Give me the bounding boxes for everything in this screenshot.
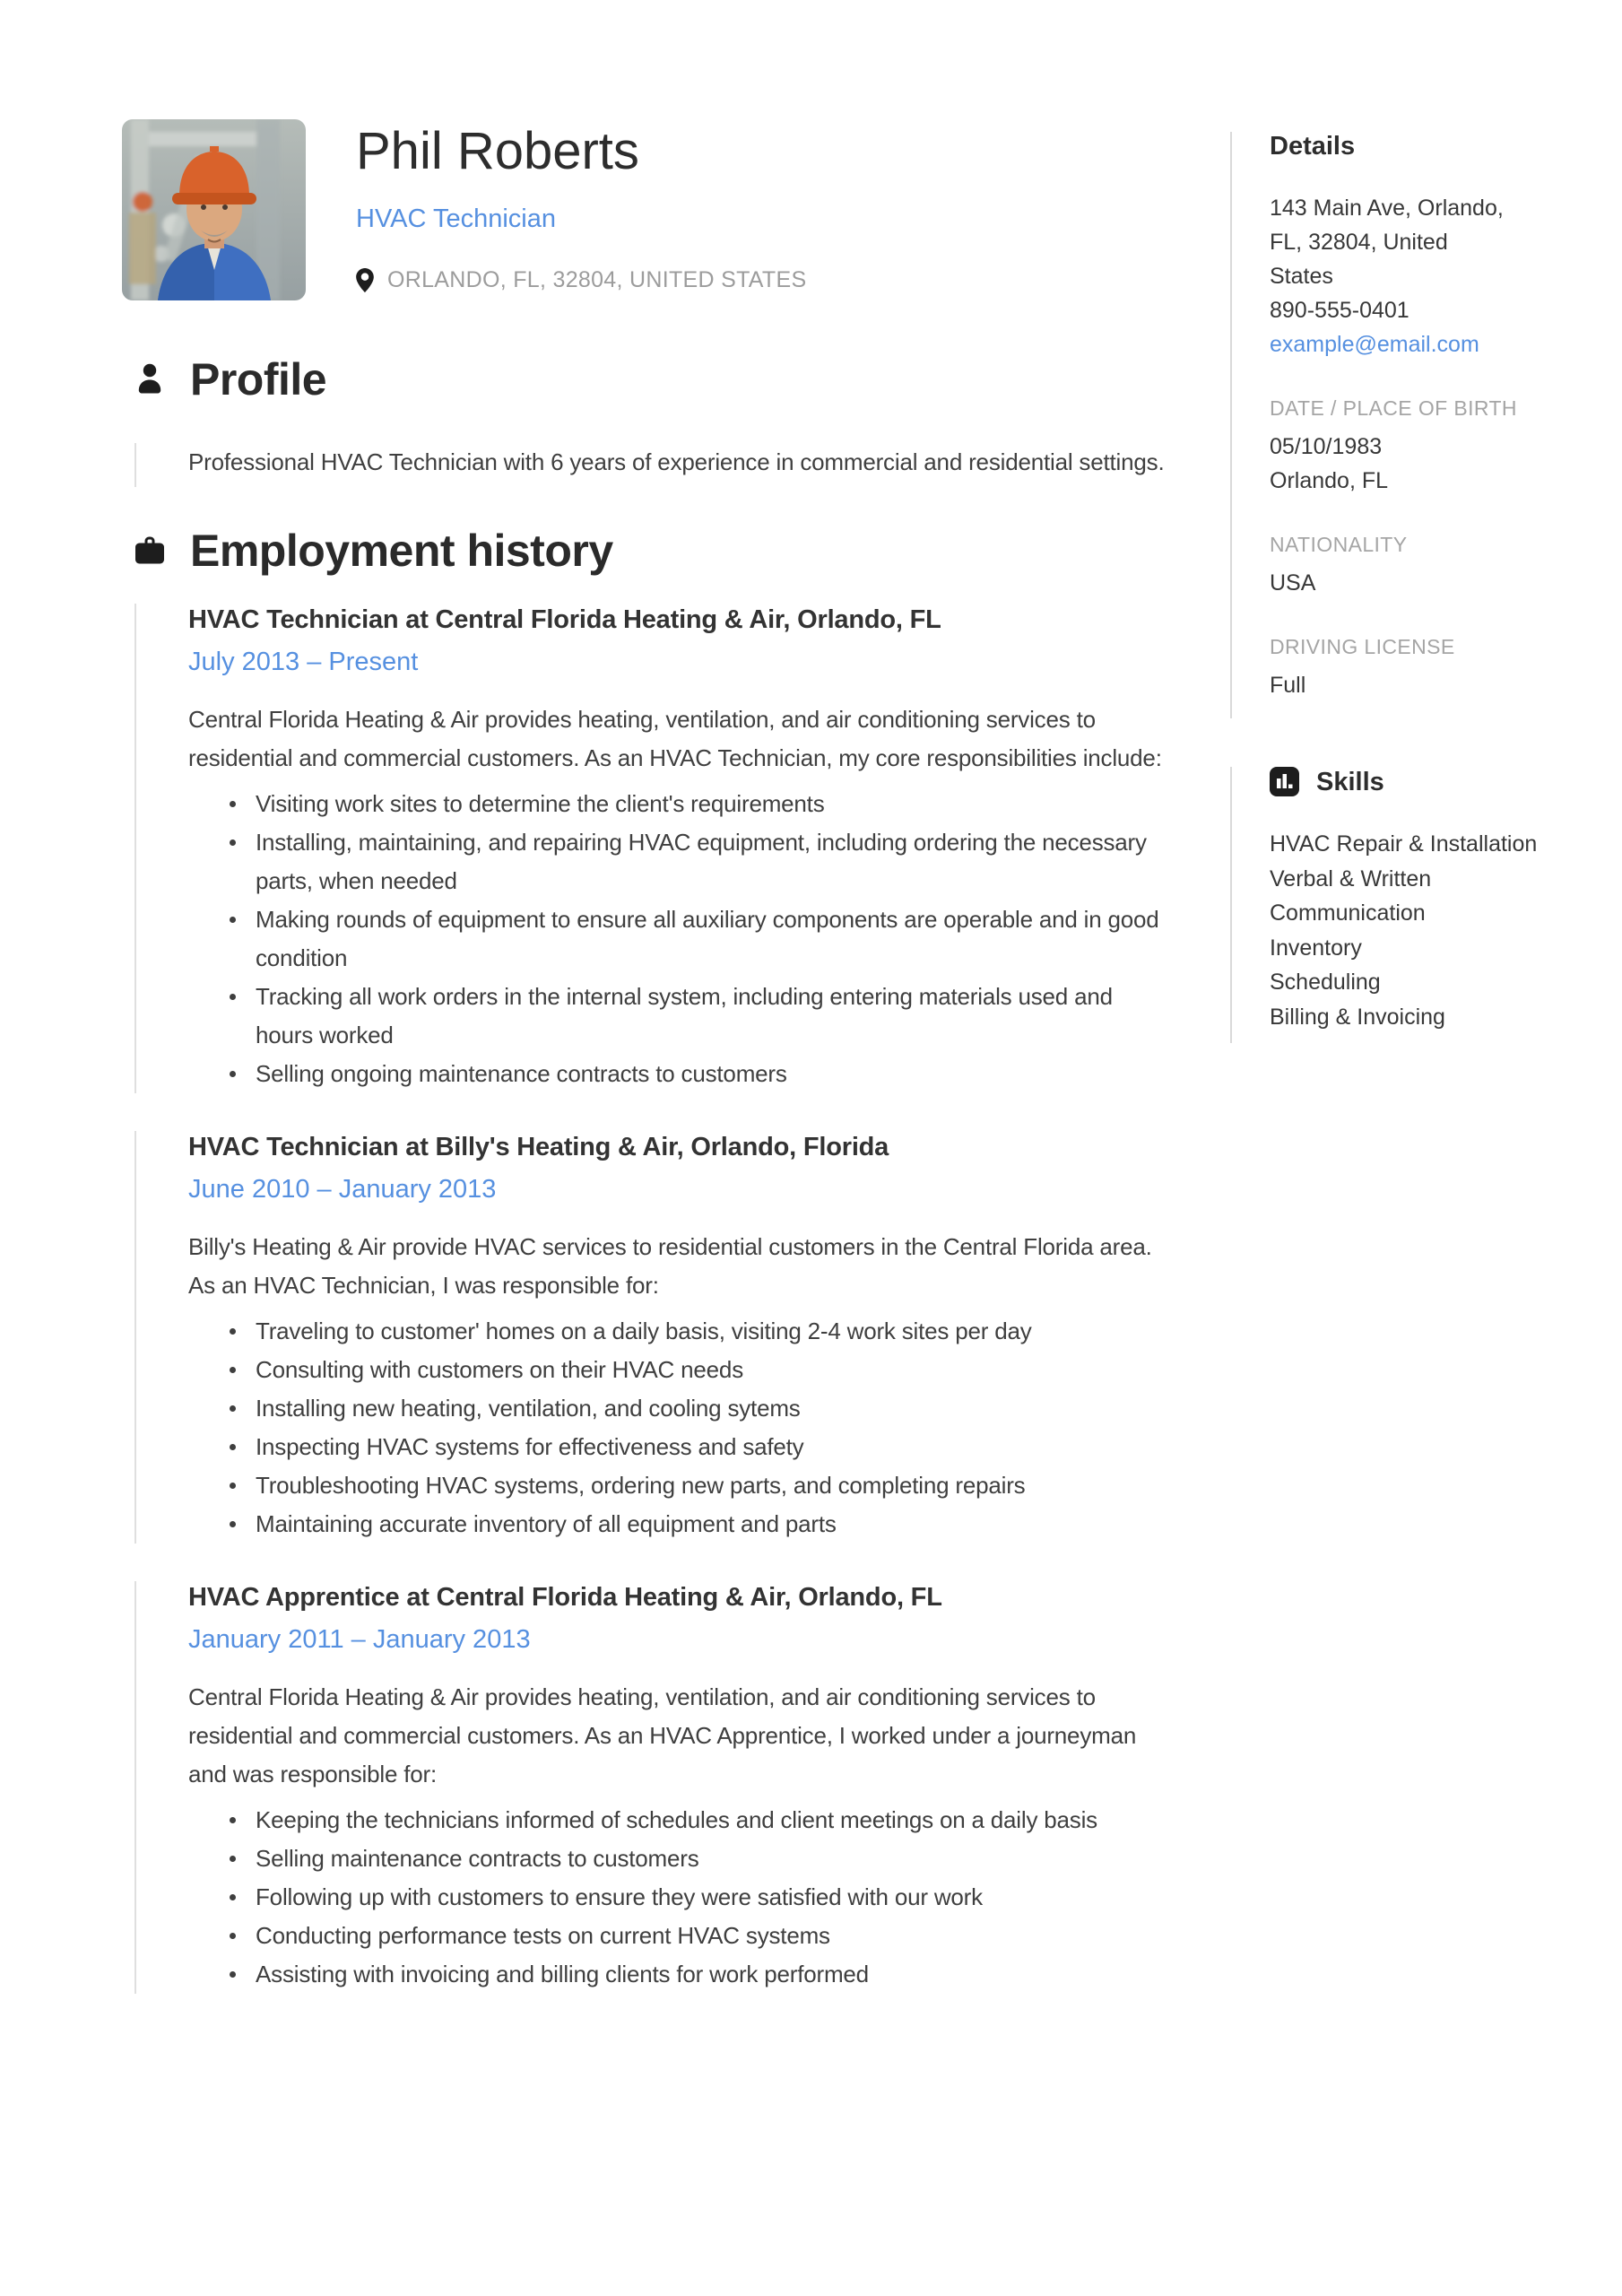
location-row <box>356 267 806 293</box>
field-value <box>1270 430 1571 498</box>
job-summary: Billy's Heating & Air provide HVAC services to residential customers in the Central Florida area. As an HVAC Technician, I was responsible for: <box>188 1233 1152 1299</box>
employment-section-head <box>134 526 1175 575</box>
field-label: DATE / PLACE OF BIRTH <box>1270 396 1517 420</box>
job-dates: June 2010 – January 2013 <box>188 1175 497 1204</box>
job-summary: Central Florida Heating & Air provides heating, ventilation, and air conditioning services to residential and commercial customers. As an HVAC Technician, my core responsibilities include: <box>188 706 1162 771</box>
bullet-item: Maintaining accurate inventory of all equipment and parts <box>230 1505 1170 1544</box>
bullet-item: Traveling to customer' homes on a daily basis, visiting 2-4 work sites per day <box>230 1312 1170 1351</box>
field-label: NATIONALITY <box>1270 533 1408 556</box>
skill-item: Scheduling <box>1270 970 1381 995</box>
job-title: HVAC Apprentice at Central Florida Heating & Air, Orlando, FL <box>188 1583 942 1612</box>
job-dates: July 2013 – Present <box>188 648 419 676</box>
job-title: HVAC Technician at Billy's Heating & Air, Orlando, Florida <box>188 1133 889 1161</box>
skills-list <box>1270 827 1571 1034</box>
profile-text: Professional HVAC Technician with 6 years of experience in commercial and residential settings. <box>188 448 1165 475</box>
job-summary: Central Florida Heating & Air provides heating, ventilation, and air conditioning services to residential and commercial customers. As an HVAC Apprentice, I worked under a journeyman and was responsible for: <box>188 1683 1137 1787</box>
bullet-item: Inspecting HVAC systems for effectiveness and safety <box>230 1428 1170 1466</box>
bullet-item: Conducting performance tests on current HVAC systems <box>230 1917 1170 1955</box>
field-label: DRIVING LICENSE <box>1270 635 1455 658</box>
candidate-name: Phil Roberts <box>356 122 639 180</box>
bullet-item: Assisting with invoicing and billing clients for work performed <box>230 1955 1170 1994</box>
jobs-list <box>134 604 1175 1994</box>
skills-section-head <box>1270 767 1571 796</box>
bullet-item: Making rounds of equipment to ensure all auxiliary components are operable and in good condition <box>230 900 1170 978</box>
header <box>356 124 806 293</box>
job-dates: January 2011 – January 2013 <box>188 1625 531 1654</box>
employment-heading: Employment history <box>190 526 613 576</box>
person-icon <box>134 363 165 396</box>
field-value: Full <box>1270 673 1306 698</box>
birth-date: 05/10/1983 <box>1270 434 1383 459</box>
skills-section <box>1230 767 1571 1043</box>
bullet-item: Keeping the technicians informed of schedules and client meetings on a daily basis <box>230 1801 1170 1839</box>
profile-body <box>134 443 1175 487</box>
skill-item: Billing & Invoicing <box>1270 1004 1445 1030</box>
job-entry <box>134 1131 1175 1544</box>
skills-heading: Skills <box>1316 767 1384 796</box>
job-bullet-list <box>230 1312 1175 1544</box>
location-pin-icon <box>356 268 374 292</box>
job-entry <box>134 1581 1175 1994</box>
main-column <box>134 355 1175 1994</box>
job-bullet-list <box>230 785 1175 1093</box>
details-heading: Details <box>1270 132 1356 161</box>
address-line: FL, 32804, United <box>1270 230 1448 255</box>
bar-chart-icon <box>1270 767 1299 796</box>
address-line: 143 Main Ave, Orlando, <box>1270 196 1504 221</box>
details-section <box>1230 132 1571 718</box>
job-bullet-list <box>230 1801 1175 1994</box>
bullet-item: Installing, maintaining, and repairing HVAC equipment, including ordering the necessary parts, when needed <box>230 823 1170 900</box>
birth-place: Orlando, FL <box>1270 468 1389 493</box>
job-entry <box>134 604 1175 1093</box>
bullet-item: Selling ongoing maintenance contracts to customers <box>230 1055 1170 1093</box>
skill-item: HVAC Repair & Installation <box>1270 831 1538 857</box>
email-link[interactable]: example@email.com <box>1270 332 1479 357</box>
briefcase-icon <box>134 536 165 565</box>
profile-photo <box>122 119 306 300</box>
skill-item: Verbal & Written Communication <box>1270 865 1432 926</box>
job-title: HVAC Technician at Central Florida Heating & Air, Orlando, FL <box>188 605 941 634</box>
bullet-item: Selling maintenance contracts to customers <box>230 1839 1170 1878</box>
sidebar <box>1230 132 1571 1043</box>
bullet-item: Following up with customers to ensure they were satisfied with our work <box>230 1878 1170 1917</box>
bullet-item: Troubleshooting HVAC systems, ordering new parts, and completing repairs <box>230 1466 1170 1505</box>
field-value: USA <box>1270 570 1316 596</box>
candidate-location: ORLANDO, FL, 32804, UNITED STATES <box>387 267 807 292</box>
skill-item: Inventory <box>1270 935 1362 961</box>
bullet-item: Visiting work sites to determine the client's requirements <box>230 785 1170 823</box>
employment-section <box>134 526 1175 1994</box>
phone-number: 890-555-0401 <box>1270 298 1409 323</box>
bullet-item: Tracking all work orders in the internal system, including entering materials used and hours worked <box>230 978 1170 1055</box>
candidate-job-title: HVAC Technician <box>356 204 556 233</box>
profile-photo-image <box>122 119 306 300</box>
address-block <box>1270 191 1571 361</box>
address-line: States <box>1270 264 1333 289</box>
bullet-item: Installing new heating, ventilation, and cooling sytems <box>230 1389 1170 1428</box>
profile-section <box>134 355 1175 487</box>
bullet-item: Consulting with customers on their HVAC needs <box>230 1351 1170 1389</box>
profile-section-head <box>134 355 1175 404</box>
profile-heading: Profile <box>190 354 327 404</box>
